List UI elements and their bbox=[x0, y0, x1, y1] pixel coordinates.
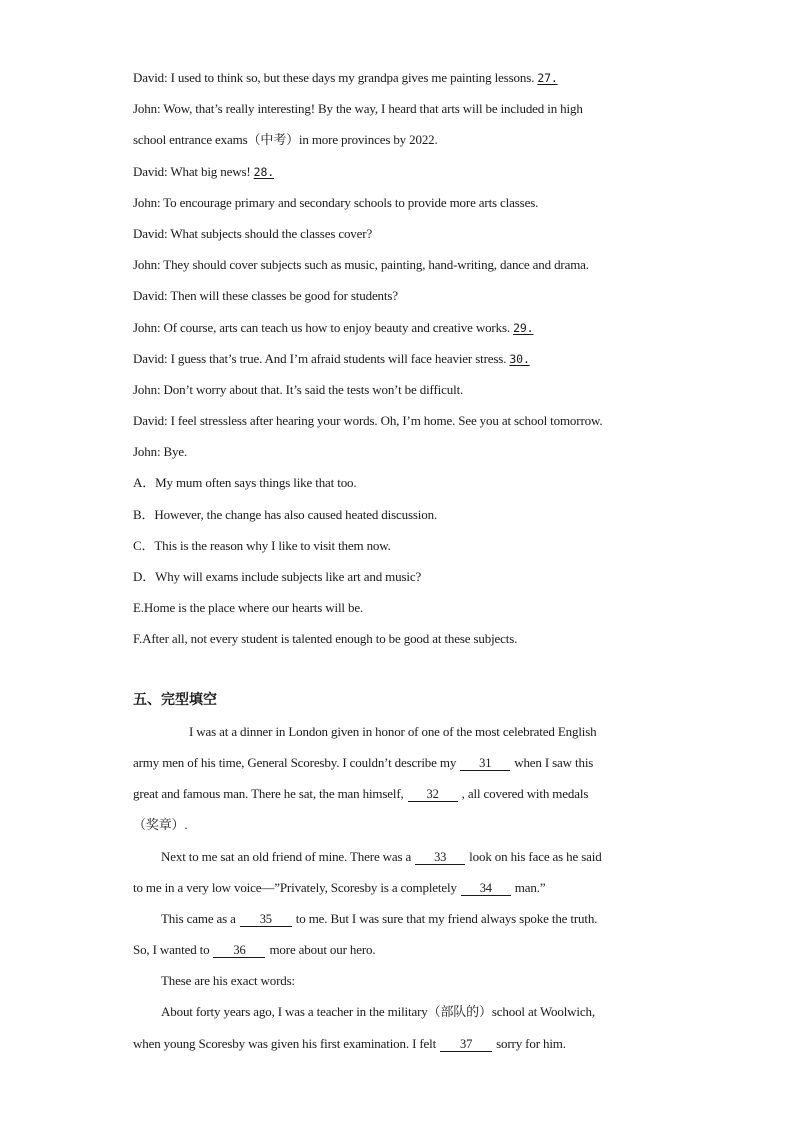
dialogue-line: school entrance exams（中考）in more provinces by 2022. bbox=[133, 132, 438, 148]
dialogue-line: John: They should cover subjects such as music, painting, hand-writing, dance and drama. bbox=[133, 257, 589, 273]
section-title: 五、完型填空 bbox=[133, 691, 217, 708]
dialogue-line: John: Bye. bbox=[133, 444, 188, 460]
passage-line: About forty years ago, I was a teacher in the military（部队的）school at Woolwich, bbox=[161, 1004, 595, 1020]
option-f: F.After all, not every student is talented enough to be good at these subjects. bbox=[133, 631, 518, 647]
dialogue-line: David: I feel stressless after hearing your words. Oh, I’m home. See you at school tomorrow. bbox=[133, 413, 603, 429]
answer-blank-27[interactable]: 27. bbox=[537, 71, 558, 85]
dialogue-line: John: To encourage primary and secondary schools to provide more arts classes. bbox=[133, 194, 539, 210]
cloze-passage bbox=[133, 716, 673, 1059]
dialogue-line: John: Don’t worry about that. It’s said the tests won’t be difficult. bbox=[133, 381, 464, 397]
passage-line: This came as a 35 to me. But I was sure that my friend always spoke the truth. bbox=[161, 910, 598, 926]
option-c: C．This is the reason why I like to visit them now. bbox=[133, 537, 391, 553]
cloze-blank-32[interactable]: 32 bbox=[408, 787, 458, 802]
cloze-blank-33[interactable]: 33 bbox=[415, 850, 465, 865]
passage-line: These are his exact words: bbox=[161, 973, 295, 989]
dialogue-line: David: What big news! 28. bbox=[133, 163, 274, 179]
dialogue-line: David: I used to think so, but these days my grandpa gives me painting lessons. 27. bbox=[133, 70, 558, 85]
cloze-blank-34[interactable]: 34 bbox=[461, 881, 511, 896]
passage-line: （奖章）. bbox=[133, 817, 188, 833]
passage-line: army men of his time, General Scoresby. I couldn’t describe my 31 when I saw this bbox=[133, 754, 594, 770]
dialogue-line: John: Wow, that’s really interesting! By the way, I heard that arts will be included in high bbox=[133, 101, 583, 117]
cloze-blank-31[interactable]: 31 bbox=[460, 756, 510, 771]
dialogue-line: David: Then will these classes be good for students? bbox=[133, 288, 398, 304]
option-b: B．However, the change has also caused heated discussion. bbox=[133, 506, 438, 522]
passage-line: So, I wanted to 36 more about our hero. bbox=[133, 942, 376, 958]
passage-line: I was at a dinner in London given in honor of one of the most celebrated English bbox=[189, 723, 597, 739]
dialogue bbox=[133, 62, 673, 467]
passage-line: when young Scoresby was given his first examination. I felt 37 sorry for him. bbox=[133, 1035, 566, 1051]
dialogue-line: John: Of course, arts can teach us how to enjoy beauty and creative works. 29. bbox=[133, 319, 534, 335]
document-page bbox=[133, 62, 673, 1059]
dialogue-line: David: I guess that’s true. And I’m afraid students will face heavier stress. 30. bbox=[133, 350, 530, 366]
cloze-blank-37[interactable]: 37 bbox=[440, 1037, 492, 1052]
option-list bbox=[133, 467, 673, 654]
passage-line: great and famous man. There he sat, the man himself, 32 , all covered with medals bbox=[133, 786, 589, 802]
answer-blank-28[interactable]: 28. bbox=[253, 164, 274, 179]
dialogue-line: David: What subjects should the classes cover? bbox=[133, 225, 373, 241]
cloze-blank-35[interactable]: 35 bbox=[240, 912, 292, 927]
answer-blank-29[interactable]: 29. bbox=[513, 320, 534, 335]
passage-line: to me in a very low voice—”Privately, Scoresby is a completely 34 man.” bbox=[133, 879, 546, 895]
answer-blank-30[interactable]: 30. bbox=[509, 351, 530, 366]
option-e: E.Home is the place where our hearts will be. bbox=[133, 600, 364, 616]
option-d: D．Why will exams include subjects like art and music? bbox=[133, 569, 422, 584]
passage-line: Next to me sat an old friend of mine. There was a 33 look on his face as he said bbox=[161, 848, 602, 864]
cloze-blank-36[interactable]: 36 bbox=[213, 943, 265, 958]
section-spacer bbox=[133, 655, 673, 685]
option-a: A．My mum often says things like that too. bbox=[133, 475, 357, 491]
